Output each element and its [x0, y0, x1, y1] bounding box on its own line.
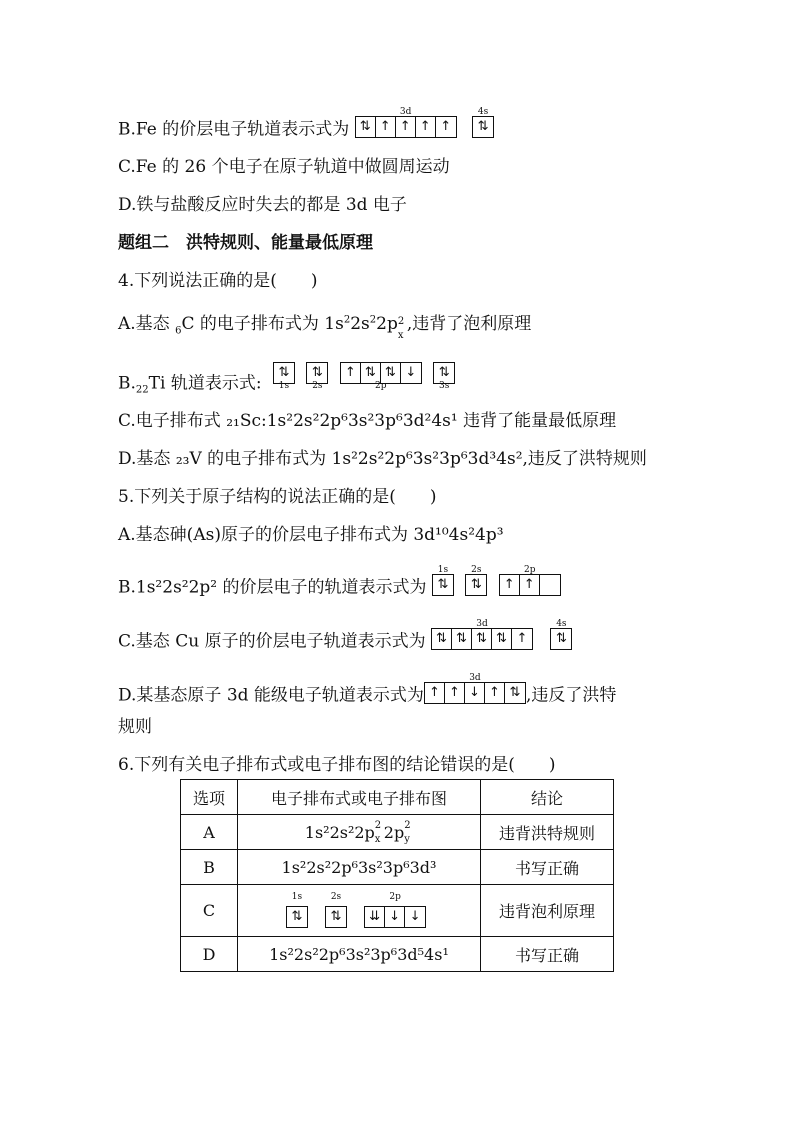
label-2p: 2p — [375, 380, 387, 391]
py-sub: y — [404, 833, 410, 845]
label-3d: 3d — [399, 107, 412, 117]
header-option: 选项 — [181, 780, 238, 815]
q6-table — [180, 779, 614, 972]
orbital-box: ⇅ — [477, 119, 489, 134]
row-conclusion: 违背洪特规则 — [481, 815, 614, 850]
label-2s: 2s — [312, 380, 323, 391]
orbital-box: ↑ — [425, 683, 445, 703]
c-orbital-diagram — [286, 892, 432, 928]
table-row — [181, 815, 614, 850]
row-option: A — [181, 815, 238, 850]
q5-c-text: C.基态 Cu 原子的价层电子轨道表示式为 — [118, 631, 426, 652]
q5-stem: 5.下列关于原子结构的说法正确的是( ) — [118, 487, 437, 507]
q5-b-orbital-diagram — [432, 565, 567, 596]
orbital-box: ↑ — [396, 117, 416, 137]
label-2s: 2s — [330, 892, 342, 903]
section-title: 题组二 洪特规则、能量最低原理 — [118, 233, 373, 253]
orbital-box: ↑ — [376, 117, 396, 137]
orbital-box: ⇊ — [365, 907, 385, 927]
header-formula: 电子排布式或电子排布图 — [238, 780, 481, 815]
q4-b-prefix: B. — [118, 373, 136, 394]
orbital-box: ⇅ — [509, 685, 521, 700]
orbital-box: ↑ — [520, 575, 540, 595]
row-formula: 1s²2s²2p⁶3s²3p⁶3d³ — [238, 850, 481, 885]
label-1s: 1s — [278, 380, 290, 391]
q4-a-suffix: ,违背了泡利原理 — [406, 314, 532, 334]
orbital-box: ⇅ — [356, 117, 376, 137]
cu-orbital-diagram — [431, 619, 578, 650]
label-2p: 2p — [524, 565, 536, 575]
orbital-box: ⇅ — [432, 629, 452, 649]
orbital-box: ↓ — [409, 909, 421, 925]
row-option: B — [181, 850, 238, 885]
q5-d-text: D.某基态原子 3d 能级电子轨道表示式为 — [118, 685, 424, 706]
px-sup: 2 — [374, 819, 382, 831]
q3-option-c: C.Fe 的 26 个电子在原子轨道中做圆周运动 — [118, 157, 450, 177]
orbital-box: ↑ — [500, 575, 520, 595]
orbital-box: ⇅ — [361, 363, 381, 383]
label-2s: 2s — [471, 565, 482, 575]
table-row — [181, 885, 614, 937]
orbital-box: ⇅ — [438, 365, 450, 380]
orbital-box: ⇅ — [472, 629, 492, 649]
q3-option-b-text: B.Fe 的价层电子轨道表示式为 — [118, 119, 350, 140]
q4-a-sup: 2 — [343, 314, 351, 326]
row-option: D — [181, 937, 238, 972]
table-row — [181, 937, 614, 972]
orbital-box: ↓ — [385, 907, 405, 927]
q4-option-b — [118, 365, 461, 396]
py-sup: 2 — [404, 819, 411, 831]
q5-option-a: A.基态砷(As)原子的价层电子排布式为 3d¹⁰4s²4p³ — [118, 525, 504, 545]
q4-b-sub: 22 — [135, 384, 149, 396]
q4-a-prefix: A.基态 — [118, 314, 176, 334]
q5-option-d — [118, 673, 617, 708]
orbital-box: ↑ — [416, 117, 436, 137]
q4-a-px-sub: x — [397, 330, 404, 341]
orbital-box: ↓ — [465, 683, 485, 703]
q4-b-text: Ti 轨道表示式: — [148, 373, 262, 394]
orbital-box: ⇅ — [555, 631, 567, 646]
orbital-box: ⇅ — [278, 365, 290, 380]
row-formula: 1s²2s²2p 2 x 2p 2 y — [238, 815, 481, 850]
q3-option-b — [118, 107, 500, 142]
q5-option-b — [118, 565, 567, 600]
orbital-box: ⇅ — [470, 577, 482, 592]
orbital-box: ⇅ — [311, 365, 323, 380]
ti-orbital-diagram — [273, 360, 461, 391]
orbital-box: ⇅ — [381, 363, 401, 383]
q4-a-px-sup: 2 — [397, 316, 405, 327]
orbital-box: ⇅ — [437, 577, 449, 592]
px-sub: x — [374, 833, 381, 845]
orbital-box: ↑ — [440, 119, 452, 134]
row-formula: 1s²2s²2p⁶3s²3p⁶3d⁵4s¹ — [238, 937, 481, 972]
row-option: C — [181, 885, 238, 937]
q4-a-mid2: 2s — [350, 314, 370, 334]
orbital-box: ⇅ — [330, 909, 342, 925]
q5-b-text: B.1s²2s²2p² 的价层电子的轨道表示式为 — [118, 577, 427, 598]
q5-option-c — [118, 619, 578, 654]
orbital-box: ↓ — [405, 365, 417, 380]
q5-d-suffix: ,违反了洪特 — [525, 685, 617, 706]
q5-option-d-cont: 规则 — [118, 717, 152, 737]
fe-orbital-diagram — [355, 107, 500, 138]
row-formula — [238, 885, 481, 937]
formula-text: 1s²2s²2p — [304, 822, 375, 842]
orbital-4s — [472, 107, 494, 138]
orbital-3d — [355, 107, 457, 138]
table-row — [181, 850, 614, 885]
orbital-box: ↑ — [341, 363, 361, 383]
label-3d: 3d — [476, 619, 488, 629]
row-conclusion: 违背泡利原理 — [481, 885, 614, 937]
label-4s: 4s — [477, 107, 489, 117]
q4-option-c: C.电子排布式 ₂₁Sc:1s²2s²2p⁶3s²3p⁶3d²4s¹ 违背了能量最低原理 — [118, 411, 617, 431]
q4-a-sub: 6 — [175, 325, 182, 337]
orbital-box: ↑ — [485, 683, 505, 703]
orbital-box: ↑ — [516, 631, 528, 646]
q5-d-orbital-diagram — [424, 673, 526, 704]
table-header-row — [181, 780, 614, 815]
q4-a-sup2: 2 — [369, 314, 377, 326]
label-3d: 3d — [469, 673, 481, 683]
header-conclusion: 结论 — [481, 780, 614, 815]
q4-a-mid3: 2p — [376, 314, 398, 334]
q6-stem: 6.下列有关电子排布式或电子排布图的结论错误的是( ) — [118, 755, 556, 775]
label-1s: 1s — [291, 892, 303, 903]
q4-a-mid: C 的电子排布式为 1s — [181, 314, 344, 334]
q4-option-a — [118, 313, 532, 341]
orbital-box: ⇅ — [291, 909, 303, 925]
label-1s: 1s — [437, 565, 449, 575]
label-4s: 4s — [556, 619, 567, 629]
q4-option-d: D.基态 ₂₃V 的电子排布式为 1s²2s²2p⁶3s²3p⁶3d³4s²,违反了洪特规则 — [118, 449, 647, 469]
row-conclusion: 书写正确 — [481, 850, 614, 885]
label-2p: 2p — [389, 892, 401, 903]
row-conclusion: 书写正确 — [481, 937, 614, 972]
orbital-box: ⇅ — [492, 629, 512, 649]
orbital-box: ↑ — [445, 683, 465, 703]
orbital-box: ⇅ — [452, 629, 472, 649]
q3-option-d: D.铁与盐酸反应时失去的都是 3d 电子 — [118, 195, 407, 215]
label-3s: 3s — [439, 380, 450, 391]
q4-stem: 4.下列说法正确的是( ) — [118, 271, 318, 291]
